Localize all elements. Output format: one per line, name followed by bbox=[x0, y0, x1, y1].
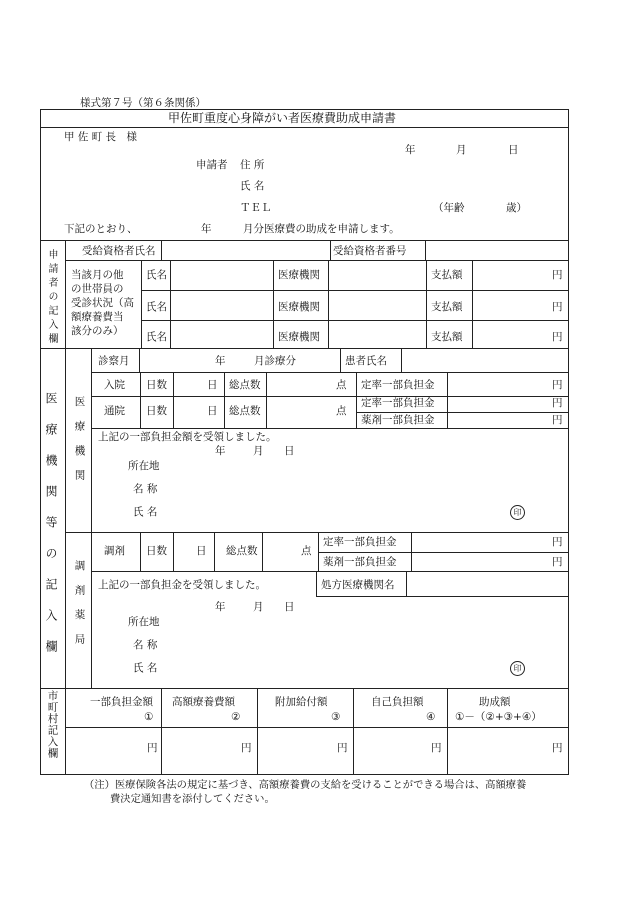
dispensing-days-value-divider bbox=[173, 532, 174, 571]
municipal-col-5-yen: 円 bbox=[552, 742, 563, 754]
municipal-col-2-label: 高額療養費額 bbox=[172, 696, 235, 708]
dispensing-fixed-rate-yen: 円 bbox=[552, 536, 563, 548]
inpatient-points-label: 総点数 bbox=[229, 379, 261, 391]
dispensing-points-left-divider bbox=[214, 532, 215, 571]
municipal-col-2-yen: 円 bbox=[241, 742, 252, 754]
outpatient-fixed-rate-label: 定率一部負担金 bbox=[361, 397, 435, 409]
municipal-col-4-mark: ④ bbox=[426, 711, 436, 723]
member-paid-value-divider bbox=[472, 260, 473, 348]
applicant-section-top bbox=[40, 240, 569, 241]
outpatient-label: 通院 bbox=[104, 405, 125, 417]
dispensing-type-divider bbox=[140, 532, 141, 571]
dispensing-label: 調剤 bbox=[104, 545, 125, 557]
patient-name-value-divider bbox=[401, 348, 402, 372]
intro-suffix: 月分医療費の助成を申請します。 bbox=[243, 223, 400, 235]
patient-name-label: 患者氏名 bbox=[345, 355, 387, 367]
recipient-name-value-divider bbox=[161, 240, 162, 260]
municipal-col-3-yen: 円 bbox=[337, 742, 348, 754]
municipal-section-top bbox=[40, 688, 569, 689]
outpatient-day-unit: 日 bbox=[207, 405, 218, 417]
pharmacy-location-label: 所在地 bbox=[128, 616, 160, 628]
municipal-col-4-label: 自己負担額 bbox=[371, 696, 424, 708]
member-row-1-yen: 円 bbox=[552, 269, 563, 281]
dispensing-points-label: 総点数 bbox=[226, 545, 258, 557]
municipal-col-5-mark: ①－（②+③+④） bbox=[455, 711, 542, 723]
institution-received-day: 日 bbox=[284, 445, 295, 457]
member-row-3-yen: 円 bbox=[552, 331, 563, 343]
municipal-col-2-mark: ② bbox=[231, 711, 241, 723]
recipient-name-label: 受給資格者氏名 bbox=[82, 245, 156, 257]
medical-side-label: 医療機関等の記入欄 bbox=[44, 392, 58, 671]
intro-year: 年 bbox=[201, 223, 212, 235]
name-label: 氏 名 bbox=[240, 180, 265, 192]
dispensing-days-label: 日数 bbox=[146, 545, 167, 557]
date-month: 月 bbox=[456, 144, 467, 156]
other-members-label-2: の世帯員の bbox=[71, 283, 124, 295]
member-row-1-name: 氏名 bbox=[146, 269, 167, 281]
prescribing-institution-label: 処方医療機関名 bbox=[321, 579, 395, 591]
exam-month-suffix: 月診療分 bbox=[254, 355, 296, 367]
dispensing-row-bottom bbox=[91, 571, 569, 572]
pharmacy-label: 調剤薬局 bbox=[73, 560, 86, 658]
medical-section-top bbox=[40, 348, 569, 349]
applicant-label-col-divider bbox=[141, 260, 142, 348]
tel-label: ＴＥＬ bbox=[240, 202, 272, 214]
pharmacy-received-day: 日 bbox=[284, 601, 295, 613]
visit-type-divider bbox=[140, 372, 141, 428]
dispensing-fixed-rate-label: 定率一部負担金 bbox=[323, 536, 397, 548]
institution-label: 医療機関 bbox=[73, 396, 86, 494]
dispensing-point-unit: 点 bbox=[301, 545, 312, 557]
municipal-col-divider-4 bbox=[447, 688, 448, 775]
medical-subsection-divider bbox=[91, 348, 92, 688]
member-row-3-paid: 支払額 bbox=[431, 331, 463, 343]
exam-year: 年 bbox=[215, 355, 226, 367]
outpatient-drug-yen: 円 bbox=[552, 414, 563, 426]
inpatient-point-unit: 点 bbox=[336, 379, 347, 391]
municipal-col-divider-1 bbox=[161, 688, 162, 775]
side-label-divider bbox=[65, 240, 66, 775]
member-row-3-institution: 医療機関 bbox=[278, 331, 320, 343]
member-row-2-institution: 医療機関 bbox=[278, 301, 320, 313]
recipient-number-left-divider bbox=[330, 240, 331, 260]
table-border-right bbox=[568, 109, 569, 775]
date-day: 日 bbox=[508, 144, 519, 156]
member-row-2-bottom bbox=[141, 320, 569, 321]
pharmacy-received-year: 年 bbox=[215, 601, 226, 613]
burden-left-divider bbox=[356, 372, 357, 428]
municipal-col-5-label: 助成額 bbox=[479, 696, 511, 708]
member-row-1-bottom bbox=[141, 290, 569, 291]
institution-received-month: 月 bbox=[253, 445, 264, 457]
exam-month-label: 診察月 bbox=[98, 355, 130, 367]
member-institution-value-divider bbox=[328, 260, 329, 348]
form-number: 様式第７号（第６条関係） bbox=[80, 97, 206, 109]
address-label: 住 所 bbox=[240, 159, 265, 171]
member-row-3-name: 氏名 bbox=[146, 331, 167, 343]
dispensing-points-value-divider bbox=[262, 532, 263, 571]
municipal-col-divider-3 bbox=[353, 688, 354, 775]
pharmacy-name-title-label: 名 称 bbox=[133, 639, 158, 651]
age-open: （年齢 bbox=[433, 202, 465, 214]
outpatient-fixed-drug-divider bbox=[356, 412, 569, 413]
member-row-1-paid: 支払額 bbox=[431, 269, 463, 281]
intro-prefix: 下記のとおり、 bbox=[64, 223, 138, 235]
points-value-divider bbox=[266, 372, 267, 428]
municipal-col-1-mark: ① bbox=[144, 711, 154, 723]
table-border-left bbox=[40, 109, 41, 775]
institution-received-text: 上記の一部負担金額を受領しました。 bbox=[98, 431, 277, 443]
outpatient-days-label: 日数 bbox=[146, 405, 167, 417]
form-title: 甲佐町重度心身障がい者医療費助成申請書 bbox=[168, 111, 397, 125]
institution-person-label: 氏 名 bbox=[133, 506, 158, 518]
inpatient-fixed-rate-label: 定率一部負担金 bbox=[361, 379, 435, 391]
municipal-col-divider-2 bbox=[257, 688, 258, 775]
inpatient-day-unit: 日 bbox=[207, 379, 218, 391]
prescribing-left-divider bbox=[316, 571, 317, 596]
dispensing-burden-value-divider bbox=[411, 532, 412, 571]
days-value-divider bbox=[173, 372, 174, 428]
dispensing-burden-left-divider bbox=[318, 532, 319, 571]
institution-seal-icon: 印 bbox=[510, 505, 525, 520]
institution-received-year: 年 bbox=[215, 445, 226, 457]
dispensing-drug-label: 薬剤一部負担金 bbox=[323, 556, 397, 568]
exam-label-divider bbox=[139, 348, 140, 372]
applicant-label: 申請者 bbox=[196, 159, 228, 171]
outpatient-point-unit: 点 bbox=[336, 405, 347, 417]
age-close: 歳） bbox=[506, 202, 527, 214]
pharmacy-received-text: 上記の一部負担金を受領しました。 bbox=[98, 579, 266, 591]
footnote-line-2: 費決定通知書を添付してください。 bbox=[110, 793, 275, 805]
municipal-col-3-label: 附加給付額 bbox=[275, 696, 328, 708]
institution-name-title-label: 名 称 bbox=[133, 483, 158, 495]
pharmacy-seal-icon: 印 bbox=[510, 661, 525, 676]
outpatient-drug-label: 薬剤一部負担金 bbox=[361, 414, 435, 426]
inpatient-days-label: 日数 bbox=[146, 379, 167, 391]
member-paid-left-divider bbox=[426, 260, 427, 348]
prescribing-row-bottom bbox=[316, 596, 569, 597]
other-members-label-4: 額療養費当 bbox=[71, 311, 124, 323]
member-row-2-paid: 支払額 bbox=[431, 301, 463, 313]
dispensing-drug-yen: 円 bbox=[552, 556, 563, 568]
inpatient-row-bottom bbox=[91, 396, 569, 397]
inpatient-fixed-rate-yen: 円 bbox=[552, 379, 563, 391]
other-members-label-5: 該分のみ） bbox=[71, 325, 124, 337]
patient-name-left-divider bbox=[340, 348, 341, 372]
outpatient-fixed-rate-yen: 円 bbox=[552, 397, 563, 409]
recipient-number-label: 受給資格者番号 bbox=[333, 245, 407, 257]
exam-row-bottom bbox=[91, 372, 569, 373]
outpatient-row-bottom bbox=[91, 428, 569, 429]
date-year: 年 bbox=[405, 144, 416, 156]
member-name-value-divider bbox=[170, 260, 171, 348]
member-institution-left-divider bbox=[273, 260, 274, 348]
outpatient-points-label: 総点数 bbox=[229, 405, 261, 417]
recipient-number-value-divider bbox=[425, 240, 426, 260]
burden-value-divider bbox=[447, 372, 448, 428]
municipal-col-3-mark: ③ bbox=[331, 711, 341, 723]
member-row-1-institution: 医療機関 bbox=[278, 269, 320, 281]
points-left-divider bbox=[224, 372, 225, 428]
dispensing-fixed-drug-divider bbox=[318, 552, 569, 553]
institution-location-label: 所在地 bbox=[128, 460, 160, 472]
addressee: 甲 佐 町 長 様 bbox=[64, 131, 138, 143]
table-border-top bbox=[40, 109, 569, 110]
pharmacy-person-label: 氏 名 bbox=[133, 662, 158, 674]
pharmacy-received-month: 月 bbox=[253, 601, 264, 613]
municipal-header-bottom bbox=[65, 727, 569, 728]
table-border-title-bottom bbox=[40, 127, 569, 128]
applicant-side-label: 申請者の記入欄 bbox=[46, 249, 57, 347]
municipal-col-1-yen: 円 bbox=[147, 742, 158, 754]
other-members-label-1: 当該月の他 bbox=[71, 269, 124, 281]
table-border-bottom bbox=[40, 774, 569, 775]
prescribing-value-divider bbox=[406, 571, 407, 596]
other-members-label-3: 受診状況（高 bbox=[71, 297, 134, 309]
municipal-col-4-yen: 円 bbox=[431, 742, 442, 754]
municipal-col-1-label: 一部負担金額 bbox=[90, 696, 153, 708]
municipal-side-label: 市町村記入欄 bbox=[46, 690, 59, 759]
footnote-line-1: （注）医療保険各法の規定に基づき、高額療養費の支給を受けることができる場合は、高額療養 bbox=[84, 779, 527, 791]
member-row-2-name: 氏名 bbox=[146, 301, 167, 313]
member-row-2-yen: 円 bbox=[552, 301, 563, 313]
inpatient-label: 入院 bbox=[104, 379, 125, 391]
dispensing-day-unit: 日 bbox=[196, 545, 207, 557]
